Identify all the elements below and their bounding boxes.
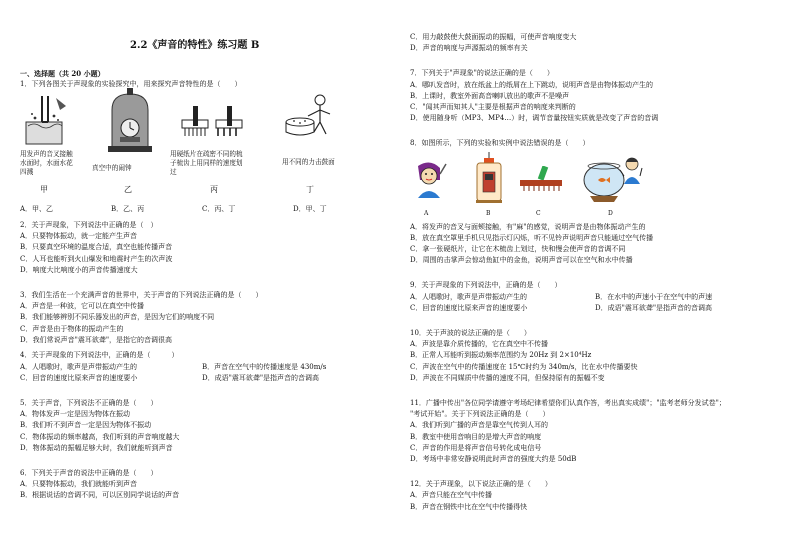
q1-caption-jia-1: 用发声的音叉接触 (20, 150, 73, 159)
q1-option-d[interactable]: D．甲、丁 (293, 205, 327, 214)
q1-label-bing: 丙 (210, 185, 218, 195)
fig-tuning-fork-water (20, 92, 72, 150)
q4-option-d[interactable]: D．成语"震耳欲聋"是指声音的音调高 (202, 373, 320, 382)
q10-option-c[interactable]: C．声波在空气中的传播速度在 15℃时约为 340m/s，比在水中传播要快 (410, 362, 638, 371)
q1-caption-jia-3: 四溅 (20, 168, 34, 177)
q6-option-d[interactable]: D．声音的响度与声源振动的频率有关 (410, 44, 528, 53)
q6-option-c[interactable]: C．用力敲鼓使大鼓面振动的振幅，可使声音响度变大 (410, 33, 577, 41)
q8-label-a: A (424, 209, 429, 217)
q1-option-a[interactable]: A．甲、乙 (20, 205, 54, 214)
q11-option-d[interactable]: D．考场中非常安静说明此时声音的强度大约是 50dB (410, 455, 577, 464)
fig-bell-jar-clock (104, 88, 156, 154)
q3-option-b[interactable]: B．我们能够辨别不同乐器发出的声音，是因为它们的响度不同 (20, 313, 215, 322)
q1-caption-bing-3: 过 (170, 168, 177, 177)
q2-option-d[interactable]: D．响度大比响度小的声音传播速度大 (20, 265, 138, 274)
q8-label-c: C (536, 209, 541, 217)
q7-option-b[interactable]: B．上课时，教室外面高音喇叭放出的歌声不是噪声 (410, 91, 570, 100)
q1-caption-yi-1: 真空中的闹钟 (92, 164, 132, 173)
q7-stem: 7．下列关于"声现象"的说法正确的是（ ） (410, 69, 554, 78)
q1-caption-jia-2: 水面时，水面水花 (20, 159, 73, 168)
q8-option-c[interactable]: C．拿一张硬纸片，让它在木梳齿上划过，快和慢会使声音的音调不同 (410, 245, 626, 254)
fig-drum-person (284, 92, 344, 148)
q7-option-c[interactable]: C．"闻其声而知其人"主要是根据声音的响度来判断的 (410, 103, 576, 112)
q1-figures (20, 92, 384, 214)
q1-stem: 1．下列各图关于声现象的实验探究中，用来探究声音特性的是（ ） (20, 80, 242, 89)
q4-options-row-1 (20, 362, 384, 373)
right-column (410, 32, 780, 513)
q8-option-a[interactable]: A．将发声的音叉与面颊接触，有"麻"的感觉，说明声音是由物体振动产生的 (410, 222, 646, 231)
q8-stem: 8．如图所示，下列的实验和实例中说法错误的是（ ） (410, 139, 590, 148)
fig-fish-tank (580, 154, 644, 204)
fig-comb-card-c (518, 166, 564, 194)
q5-option-d[interactable]: D．物体振动的振幅足够大时，我们就能听到声音 (20, 443, 173, 452)
q1-caption-bing-2: 子梳齿上用同样的速度划 (170, 159, 243, 168)
q5-stem: 5．关于声音，下列说法不正确的是（ ） (20, 399, 158, 408)
q6-stem: 6．下列关于声音的说法中正确的是（ ） (20, 469, 158, 478)
q3-option-d[interactable]: D．我们常说声音"震耳欲聋"，是指它的音调很高 (20, 335, 173, 344)
q5-option-c[interactable]: C．物体振动的频率越高，我们听到的声音响度越大 (20, 432, 180, 441)
fig-phone-jar (474, 152, 504, 204)
fig-girl-tuning-fork (412, 160, 448, 200)
q8-label-b: B (486, 209, 491, 217)
q1-caption-bing-1: 用硬纸片在疏密不同的梳 (170, 150, 243, 159)
q2-stem: 2．关于声现象，下列说法中正确的是（ ） (20, 221, 158, 229)
q7-option-d[interactable]: D．使用随身听（MP3、MP4…）时，调节音量按钮实质就是改变了声音的音调 (410, 114, 659, 123)
q9-option-b[interactable]: B．在水中的声速小于在空气中的声速 (595, 292, 713, 301)
q4-option-c[interactable]: C．回音的速度比原来声音的速度要小 (20, 373, 138, 382)
q8-option-d[interactable]: D．周围的击掌声会惊动鱼缸中的金鱼，说明声音可以在空气和水中传播 (410, 256, 633, 265)
q9-options-row-2 (410, 303, 780, 314)
q3-option-a[interactable]: A．声音是一种波，它可以在真空中传播 (20, 302, 145, 311)
q11-option-c[interactable]: C．声音的作用是将声音信号转化成电信号 (410, 443, 542, 452)
q10-stem: 10．关于声波的说法正确的是（ ） (410, 329, 531, 338)
q11-option-a[interactable]: A．我们听到广播的声音是靠空气传到人耳的 (410, 421, 549, 430)
q11-stem-2: "考试开始"。关于下列说法正确的是（ ） (410, 410, 550, 419)
fig-comb-card (180, 100, 246, 144)
q9-option-d[interactable]: D．成语"震耳欲聋"是指声音的音调高 (595, 303, 713, 312)
q4-stem: 4．关于声现象的下列说法中，正确的是（ ） (20, 351, 179, 360)
section-title: 一、选择题（共 20 小题） (20, 69, 105, 78)
q2-option-a[interactable]: A．只要物体振动，就一定能产生声音 (20, 232, 138, 241)
left-column (20, 68, 384, 502)
page-title: 2.2《声音的特性》练习题 B (130, 40, 260, 51)
q6-option-a[interactable]: A．只要物体振动，我们就能听到声音 (20, 480, 138, 489)
q1-caption-ding-1: 用不同的力击鼓面 (282, 158, 335, 167)
q11-option-b[interactable]: B．教室中使用音响目的是增大声音的响度 (410, 432, 542, 441)
q9-option-c[interactable]: C．回音的速度比原来声音的速度要小 (410, 303, 528, 312)
q8-label-d: D (608, 209, 613, 217)
q1-label-yi: 乙 (124, 185, 132, 195)
q5-option-b[interactable]: B．我们听不到声音一定是因为物体不振动 (20, 421, 152, 430)
q12-option-a[interactable]: A．声音只能在空气中传播 (410, 491, 493, 500)
q4-options-row-2 (20, 373, 384, 384)
q4-option-a[interactable]: A．人唱歌时，歌声是声带振动产生的 (20, 362, 138, 371)
q9-option-a[interactable]: A．人唱歌时，歌声是声带振动产生的 (410, 292, 528, 301)
q3-option-c[interactable]: C．声音是由于物体的振动产生的 (20, 324, 124, 333)
q7-option-a[interactable]: A．哪叭发音时，放在纸盆上的纸屑在上下跳动，说明声音是由物体振动产生的 (410, 80, 654, 89)
q9-stem: 9．关于声现象的下列说法中，正确的是（ ） (410, 281, 562, 290)
q1-option-c[interactable]: C．丙、丁 (202, 205, 236, 214)
q10-option-d[interactable]: D．声波在不同媒质中传播的速度不同，但保持原有的振幅不变 (410, 373, 605, 382)
q4-option-b[interactable]: B．声音在空气中的传播速度是 430m/s (202, 362, 327, 371)
q1-label-ding: 丁 (306, 185, 314, 195)
q3-stem: 3．我们生活在一个充满声音的世界中，关于声音的下列说法正确的是（ ） (20, 291, 263, 300)
q9-options-row-1 (410, 292, 780, 303)
q10-option-a[interactable]: A．声波是靠介质传播的，它在真空中不传播 (410, 340, 549, 349)
q5-option-a[interactable]: A．物体发声一定是因为物体在振动 (20, 410, 131, 419)
q12-option-b[interactable]: B．声音在钢铁中比在空气中传播得快 (410, 502, 528, 511)
q2-option-b[interactable]: B．只要真空环境的温度合适，真空也能传播声音 (20, 243, 173, 252)
q6-option-b[interactable]: B．根据说话的音调不同，可以区别同学说话的声音 (20, 491, 180, 500)
q1-option-b[interactable]: B．乙、丙 (111, 205, 145, 214)
q11-stem-1: 11．广播中传出"各位同学请遵守考场纪律希望你们认真作答，考出真实成绩"；"监考老师分发试卷"； (410, 399, 726, 408)
q12-stem: 12．关于声现象，以下说法正确的是（ ） (410, 480, 552, 489)
q10-option-b[interactable]: B．正常人耳能听到振动频率范围约为 20Hz 到 2×10⁴Hz (410, 351, 592, 360)
q2-option-c[interactable]: C．人耳也能听到火山爆发和地震时产生的次声波 (20, 254, 173, 263)
q1-label-jia: 甲 (40, 185, 48, 195)
q8-option-b[interactable]: B．放在真空罩里手机只见指示灯闪烁，听不见铃声说明声音只能通过空气传播 (410, 233, 654, 242)
q8-figures (410, 152, 780, 222)
